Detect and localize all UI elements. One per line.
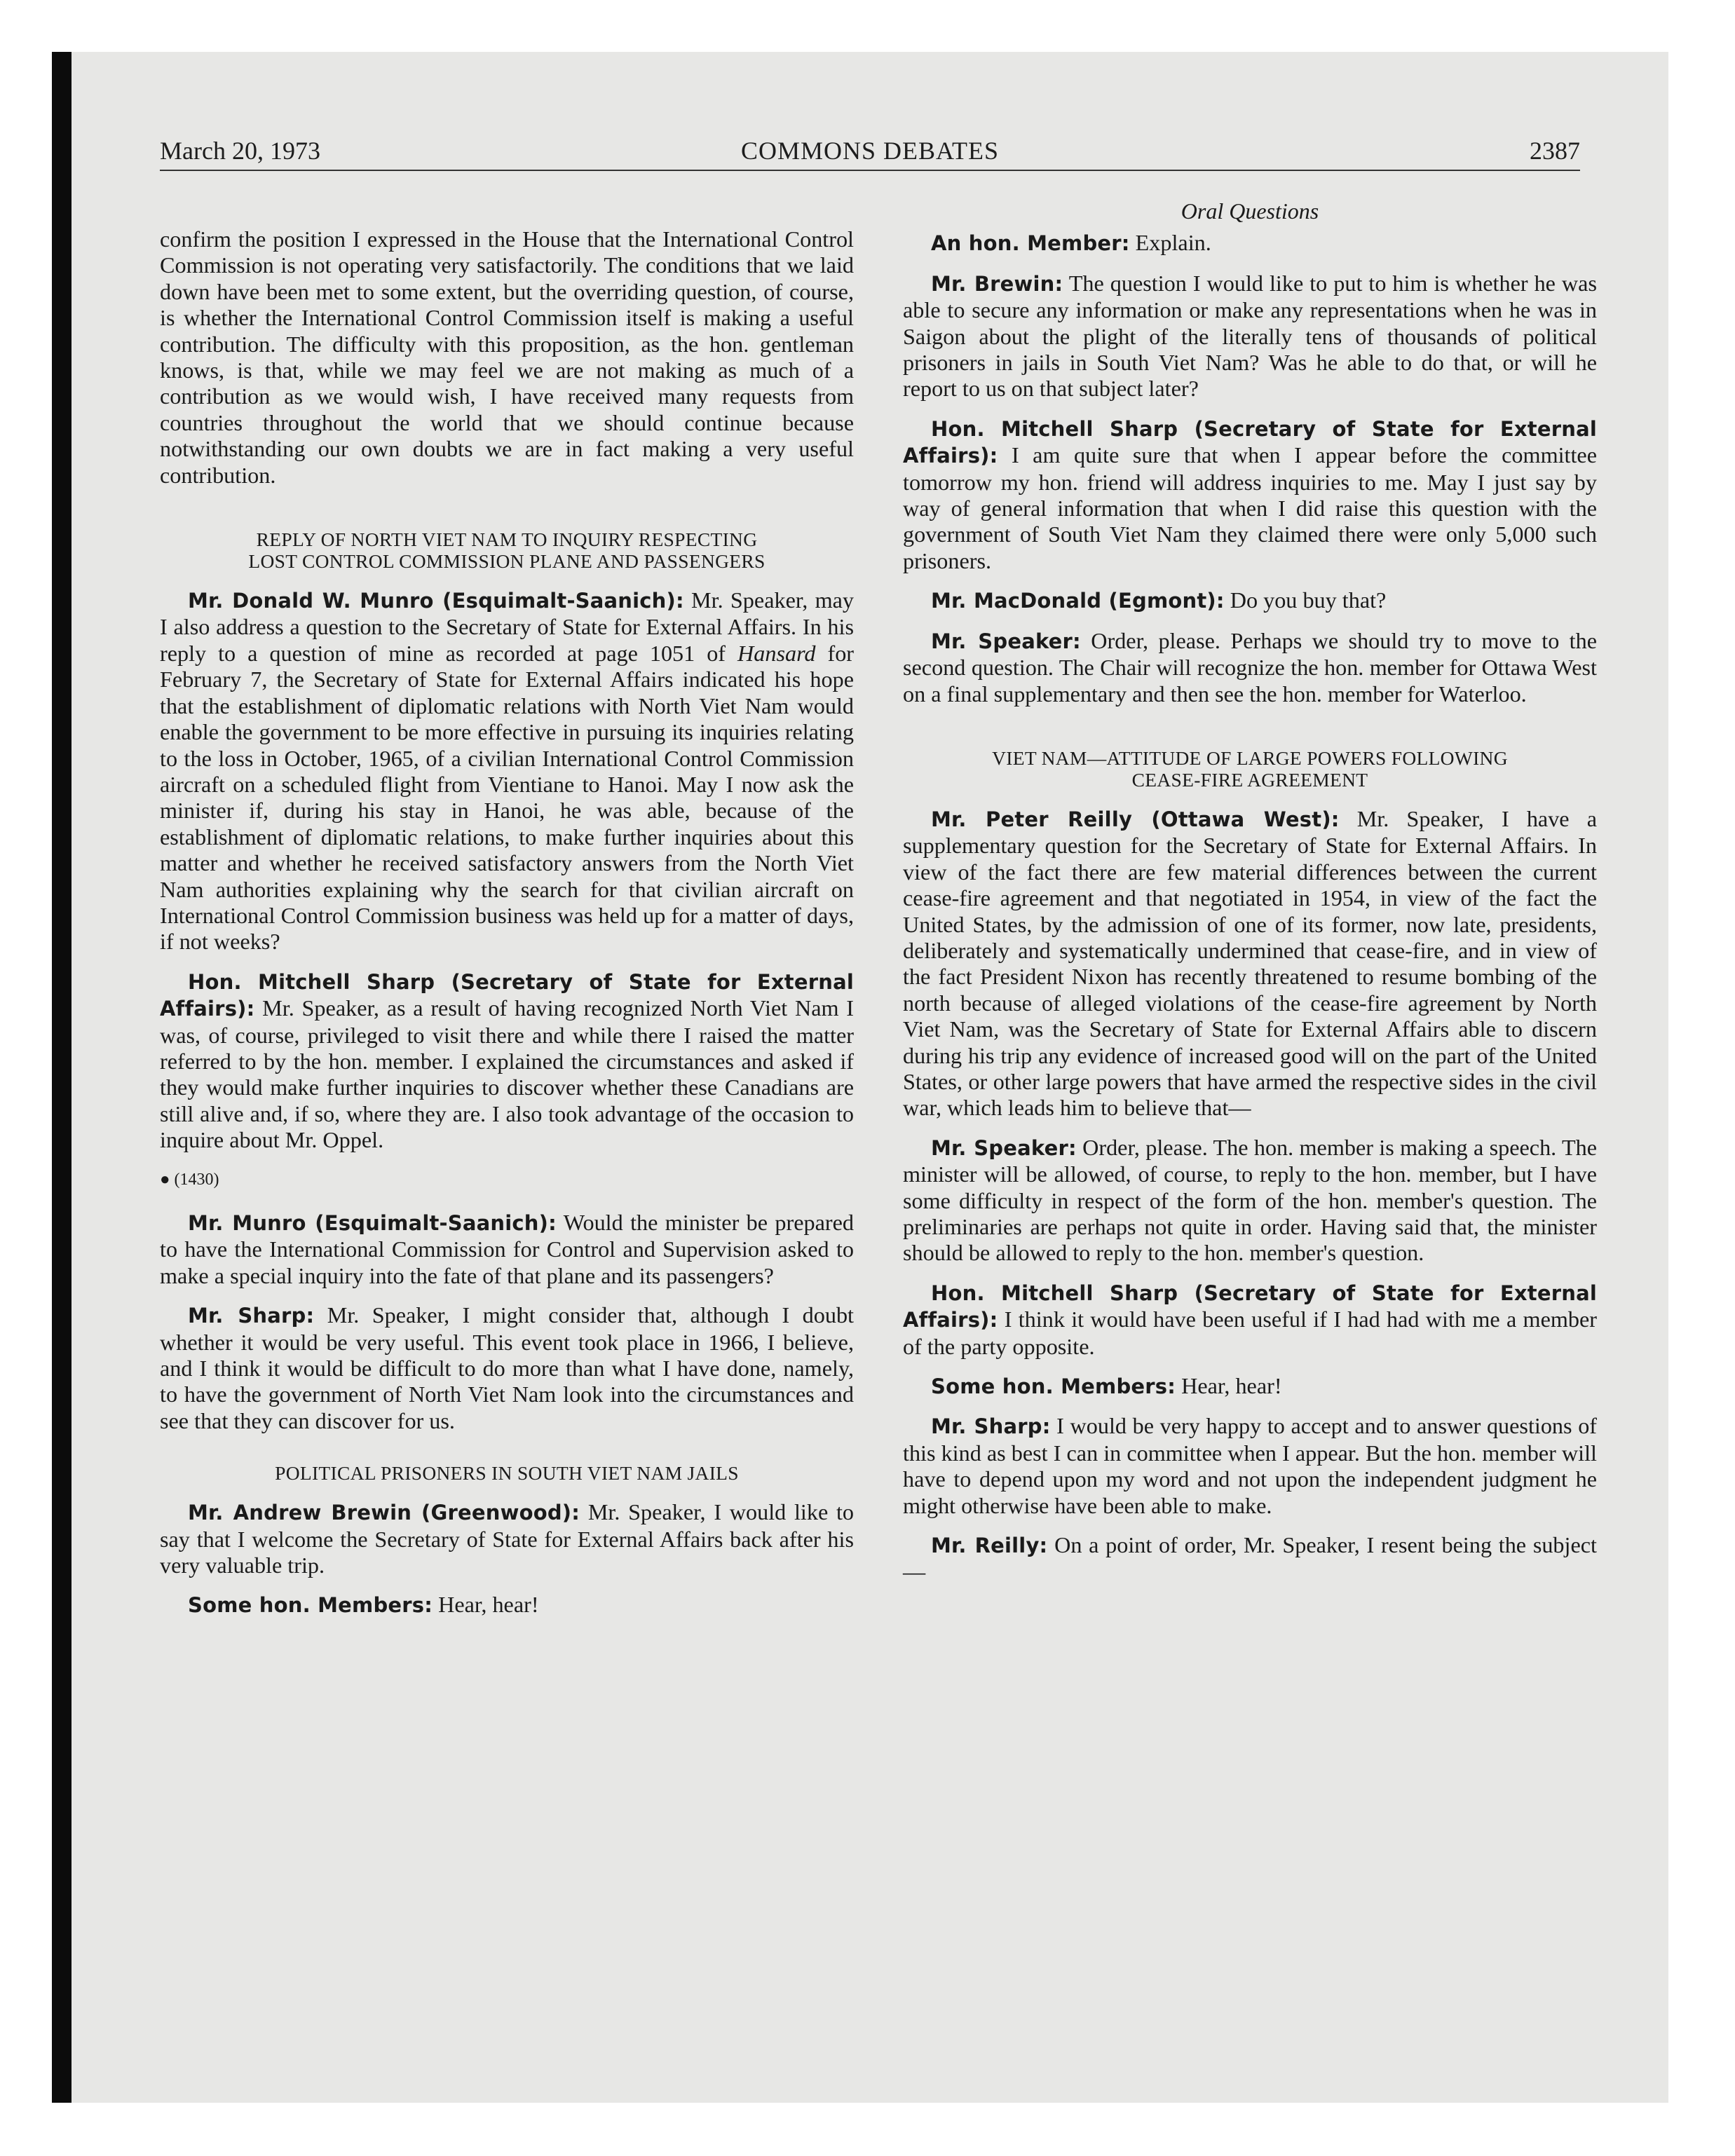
running-head: Oral Questions <box>1181 198 1319 224</box>
section-heading-line: VIET NAM—ATTITUDE OF LARGE POWERS FOLLOWING <box>992 746 1508 769</box>
paragraph-text: Mr. Speaker, I might consider that, although I doubt whether it would be very useful. This event took place in 1966, I believe, and I think it would be difficult to do more than what I have done, namely, to have the government of North Viet Nam look into the circumstances and see that they can discover for us. <box>160 1302 854 1433</box>
section-heading <box>160 528 854 572</box>
section-heading-line: LOST CONTROL COMMISSION PLANE AND PASSENGERS <box>248 550 766 573</box>
speaker-name: Mr. Speaker: <box>931 629 1081 653</box>
paragraph-text: Mr. Speaker, as a result of having recognized North Viet Nam I was, of course, privileged to visit there and while there I raised the matter referred to by the hon. member. I explained the circumstances and asked if they would make further inquiries to discover whether these Canadians are still alive and, if so, where they are. I also took advantage of the occasion to inquire about Mr. Oppel. <box>160 995 855 1153</box>
paragraph-text: The question I would like to put to him is whether he was able to secure any information or make any representations when he was in Saigon about the plight of the literally tens of thousands of political prisoners in jails in South Viet Nam? Was he able to do that, or will he report to us on that subject later? <box>903 270 1597 402</box>
speaker-name: Mr. Speaker: <box>931 1135 1077 1160</box>
header-rule <box>160 170 1580 171</box>
paragraph <box>903 1135 1597 1267</box>
time-marker: ● (1430) <box>160 1170 219 1189</box>
speaker-name: Mr. Andrew Brewin (Greenwood): <box>188 1501 580 1525</box>
speaker-name: Hon. Mitchell Sharp (Secretary of State for External Affairs): <box>903 1281 1597 1332</box>
paragraph-text: Mr. Speaker, I have a supplementary question for the Secretary of State for External Affairs. In view of the fact there are few material differences between the current cease-fire agreement and that negotiated in 1954, in view of the fact the United States, by the admission of one of its former, now late, presidents, deliberately and systematically undermined that cease-fire, and in view of the fact President Nixon has recently threatened to resume bombing of the north because of alleged violations of the cease-fire agreement by North Viet Nam, was the Secretary of State for External Affairs able to discern during his trip any evidence of increased good will on the part of the United States, or other large powers that have armed the respective sides in the civil war, which leads him to believe that— <box>903 805 1597 1121</box>
paragraph <box>903 416 1597 574</box>
paragraph-text: On a point of order, Mr. Speaker, I resent being the subject— <box>903 1532 1597 1585</box>
paragraph <box>160 969 854 1154</box>
right-column <box>903 198 1598 1599</box>
paragraph <box>160 1499 854 1578</box>
paragraph <box>903 230 1597 257</box>
paragraph-text: Do you buy that? <box>1230 587 1387 613</box>
paragraph-text: Hear, hear! <box>1181 1373 1282 1399</box>
paragraph <box>903 1280 1597 1360</box>
paragraph <box>903 271 1597 402</box>
paragraph-text: Mr. Speaker, may I also address a question to the Secretary of State for External Affairs. In his reply to a question of mine as recorded at page 1051 of <box>160 587 855 666</box>
speaker-name: Mr. Sharp: <box>188 1304 315 1328</box>
speaker-name: Mr. Sharp: <box>931 1414 1051 1439</box>
paragraph-text: I am quite sure that when I appear before the committee tomorrow my hon. friend will address inquiries to me. May I just say by way of general information that when I did raise this question with the government of South Viet Nam they claimed there were only 5,000 such prisoners. <box>903 442 1598 573</box>
section-heading-line: POLITICAL PRISONERS IN SOUTH VIET NAM JAILS <box>275 1462 739 1485</box>
paragraph-text: I think it would have been useful if I had had with me a member of the party opposite. <box>903 1306 1598 1359</box>
paragraph <box>903 1413 1597 1519</box>
header-page-number: 2387 <box>1530 137 1580 165</box>
section-heading <box>903 747 1597 791</box>
speaker-name: Mr. Munro (Esquimalt-Saanich): <box>188 1211 557 1235</box>
header-publication: COMMONS DEBATES <box>740 137 1000 165</box>
section-heading <box>160 1462 854 1484</box>
paragraph-text: Order, please. Perhaps we should try to move to the second question. The Chair will recognize the hon. member for Ottawa West on a final supplementary and then see the hon. member for Waterloo. <box>903 627 1598 707</box>
paragraph <box>903 1532 1597 1585</box>
binding-edge <box>52 52 72 2103</box>
speaker-name: Mr. MacDonald (Egmont): <box>931 589 1225 613</box>
speaker-name: Hon. Mitchell Sharp (Secretary of State for External Affairs): <box>903 416 1597 468</box>
paragraph-text: Order, please. The hon. member is making a speech. The minister will be allowed, of course, to reply to the hon. member, but I have some difficulty in respect of the form of the hon. member's question. The preliminaries are perhaps not quite in order. Having said that, the minister should be allowed to reply to the hon. member's question. <box>903 1134 1598 1266</box>
paragraph-text: Would the minister be prepared to have the International Commission for Control and Supervision asked to make a special inquiry into the fate of that plane and its passengers? <box>160 1210 855 1288</box>
speaker-name: Mr. Donald W. Munro (Esquimalt-Saanich): <box>188 589 684 613</box>
speaker-name: Mr. Reilly: <box>931 1534 1048 1558</box>
paragraph <box>160 587 854 955</box>
speaker-name: Mr. Peter Reilly (Ottawa West): <box>931 807 1340 831</box>
paragraph <box>160 226 854 489</box>
paragraph <box>903 587 1597 614</box>
speaker-name: An hon. Member: <box>931 231 1130 256</box>
paragraph <box>903 1373 1597 1400</box>
speaker-name: Some hon. Members: <box>931 1374 1176 1399</box>
left-column <box>160 226 854 1632</box>
paragraph-text: Hear, hear! <box>438 1592 539 1618</box>
speaker-name: Hon. Mitchell Sharp (Secretary of State for External Affairs): <box>160 969 854 1021</box>
speaker-name: Mr. Brewin: <box>931 271 1063 296</box>
section-heading-line: REPLY OF NORTH VIET NAM TO INQUIRY RESPECTING <box>256 528 758 551</box>
page-header <box>160 136 1580 172</box>
paragraph <box>160 1210 854 1289</box>
header-date: March 20, 1973 <box>160 137 320 165</box>
paragraph <box>160 1592 854 1618</box>
paragraph-text: Mr. Speaker, I would like to say that I welcome the Secretary of State for External Affairs back after his very valuable trip. <box>160 1499 855 1578</box>
paragraph-text: confirm the position I expressed in the House that the International Control Commission is not operating very satisfactorily. The conditions that we laid down have been met to some extent, but the overriding question, of course, is whether the International Control Commission itself is making a useful contribution. The difficulty with this proposition, as the hon. gentleman knows, is that, while we may feel we are not making as much of a contribution as we would wish, I have received many requests from countries throughout the world that we should continue because notwithstanding our own doubts we are in fact making a very useful contribution. <box>160 226 854 488</box>
paragraph <box>903 806 1597 1121</box>
paragraph <box>903 628 1597 707</box>
paragraph-text: for February 7, the Secretary of State for External Affairs indicated his hope that the establishment of diplomatic relations with North Viet Nam would enable the government to be more effective in pursuing its inquiries relating to the loss in October, 1965, of a civilian International Control Commission aircraft on a scheduled flight from Vientiane to Hanoi. May I now ask the minister if, during his stay in Hanoi, he was able, because of the establishment of diplomatic relations, to make further inquiries about this matter and whether he received satisfactory answers from the North Viet Nam authorities explaining why the search for that civilian aircraft on International Control Commission business was held up for a matter of days, if not weeks? <box>160 640 855 955</box>
paragraph-text: I would be very happy to accept and to answer questions of this kind as best I can in committee when I appear. But the hon. member will have to depend upon my word and not upon the independent judgment he might otherwise have been able to make. <box>903 1413 1597 1518</box>
paragraph-text: Explain. <box>1135 230 1211 256</box>
paragraph <box>160 1302 854 1434</box>
publication-title: Hansard <box>737 640 816 666</box>
section-heading-line: CEASE-FIRE AGREEMENT <box>1131 768 1368 791</box>
speaker-name: Some hon. Members: <box>188 1593 433 1618</box>
